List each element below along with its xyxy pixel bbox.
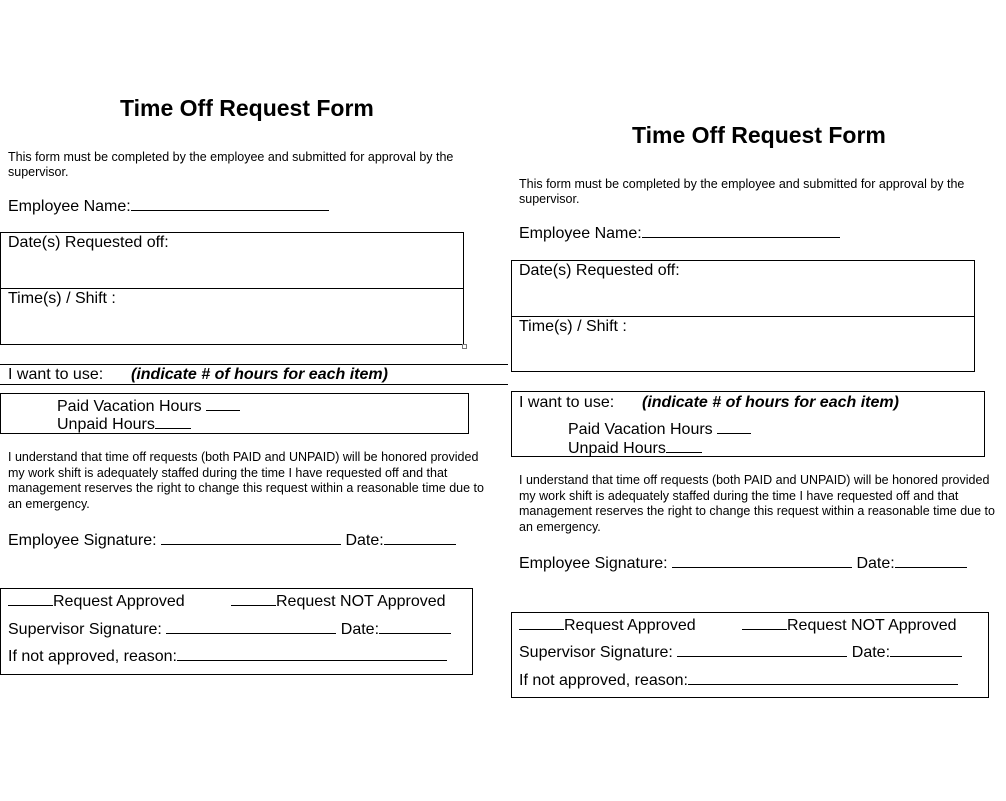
reason-line	[177, 647, 447, 661]
want-top-line	[0, 364, 508, 365]
paid-vacation-line	[717, 420, 751, 434]
approved-label: Request Approved	[53, 593, 185, 610]
reason-field[interactable]	[8, 647, 447, 666]
employee-date-line	[895, 554, 967, 568]
resize-handle[interactable]	[462, 344, 467, 349]
employee-name-line	[131, 197, 329, 211]
time-off-form-right	[511, 0, 1006, 700]
employee-name-field[interactable]	[8, 197, 329, 216]
times-shift-field[interactable]: Time(s) / Shift :	[519, 318, 627, 335]
form-title: Time Off Request Form	[632, 122, 886, 148]
paid-vacation-label: Paid Vacation Hours	[568, 421, 713, 438]
paid-vacation-line	[206, 397, 240, 411]
supervisor-date-line	[379, 620, 451, 634]
supervisor-date-label: Date:	[851, 644, 891, 661]
reason-line	[688, 671, 958, 685]
want-to-use-label: I want to use:	[8, 366, 104, 383]
want-to-use-hint: (indicate # of hours for each item)	[131, 366, 388, 383]
employee-name-label: Employee Name:	[8, 198, 131, 215]
unpaid-hours-label: Unpaid Hours	[57, 416, 155, 433]
not-approved-field[interactable]	[742, 616, 957, 635]
dates-requested-field[interactable]: Date(s) Requested off:	[8, 234, 169, 251]
employee-signature-label: Employee Signature:	[519, 555, 668, 572]
approved-line	[519, 616, 564, 630]
unpaid-hours-line	[666, 439, 702, 453]
unpaid-hours-field[interactable]	[568, 439, 702, 458]
dates-requested-field[interactable]: Date(s) Requested off:	[519, 262, 680, 279]
reason-field[interactable]	[519, 671, 958, 690]
unpaid-hours-field[interactable]	[57, 415, 191, 434]
employee-name-field[interactable]	[519, 224, 840, 243]
dates-times-divider	[0, 288, 464, 289]
supervisor-date-label: Date:	[340, 621, 380, 638]
approved-field[interactable]	[8, 592, 185, 611]
supervisor-signature-line	[166, 620, 336, 634]
time-off-form-left	[0, 0, 510, 700]
reason-label: If not approved, reason:	[8, 648, 177, 665]
unpaid-hours-label: Unpaid Hours	[568, 440, 666, 457]
not-approved-label: Request NOT Approved	[787, 617, 957, 634]
want-to-use-label: I want to use:	[519, 394, 615, 411]
employee-date-line	[384, 531, 456, 545]
approved-label: Request Approved	[564, 617, 696, 634]
approved-line	[8, 592, 53, 606]
supervisor-signature-label: Supervisor Signature:	[8, 621, 162, 638]
policy-text: I understand that time off requests (both PAID and UNPAID) will be honored provided my work shift is adequately staffed during the time I have requested off and that management reserves the right to change this request within a reasonable time due to an emergency.	[8, 450, 484, 511]
employee-signature-field[interactable]	[519, 554, 967, 573]
paid-vacation-label: Paid Vacation Hours	[57, 398, 202, 415]
not-approved-line	[231, 592, 276, 606]
supervisor-signature-line	[677, 643, 847, 657]
not-approved-field[interactable]	[231, 592, 446, 611]
supervisor-date-line	[890, 643, 962, 657]
paid-vacation-field[interactable]	[568, 420, 751, 439]
supervisor-signature-field[interactable]	[519, 643, 962, 662]
want-bottom-line	[0, 384, 508, 385]
supervisor-signature-label: Supervisor Signature:	[519, 644, 673, 661]
employee-date-label: Date:	[345, 532, 384, 549]
form-title: Time Off Request Form	[120, 95, 374, 121]
employee-signature-label: Employee Signature:	[8, 532, 157, 549]
not-approved-label: Request NOT Approved	[276, 593, 446, 610]
want-to-use-hint: (indicate # of hours for each item)	[642, 394, 899, 411]
employee-date-label: Date:	[856, 555, 895, 572]
employee-name-label: Employee Name:	[519, 225, 642, 242]
reason-label: If not approved, reason:	[519, 672, 688, 689]
supervisor-signature-field[interactable]	[8, 620, 451, 639]
times-shift-field[interactable]: Time(s) / Shift :	[8, 290, 116, 307]
paid-vacation-field[interactable]	[57, 397, 240, 416]
employee-signature-line	[672, 554, 852, 568]
approved-field[interactable]	[519, 616, 696, 635]
employee-signature-line	[161, 531, 341, 545]
dates-times-divider	[511, 316, 975, 317]
form-intro: This form must be completed by the employee and submitted for approval by the supervisor.	[8, 150, 454, 179]
unpaid-hours-line	[155, 415, 191, 429]
employee-signature-field[interactable]	[8, 531, 456, 550]
employee-name-line	[642, 224, 840, 238]
policy-text: I understand that time off requests (both PAID and UNPAID) will be honored provided my work shift is adequately staffed during the time I have requested off and that management reserves the right to change this request within a reasonable time due to an emergency.	[519, 473, 995, 534]
not-approved-line	[742, 616, 787, 630]
form-intro: This form must be completed by the employee and submitted for approval by the supervisor.	[519, 177, 965, 206]
